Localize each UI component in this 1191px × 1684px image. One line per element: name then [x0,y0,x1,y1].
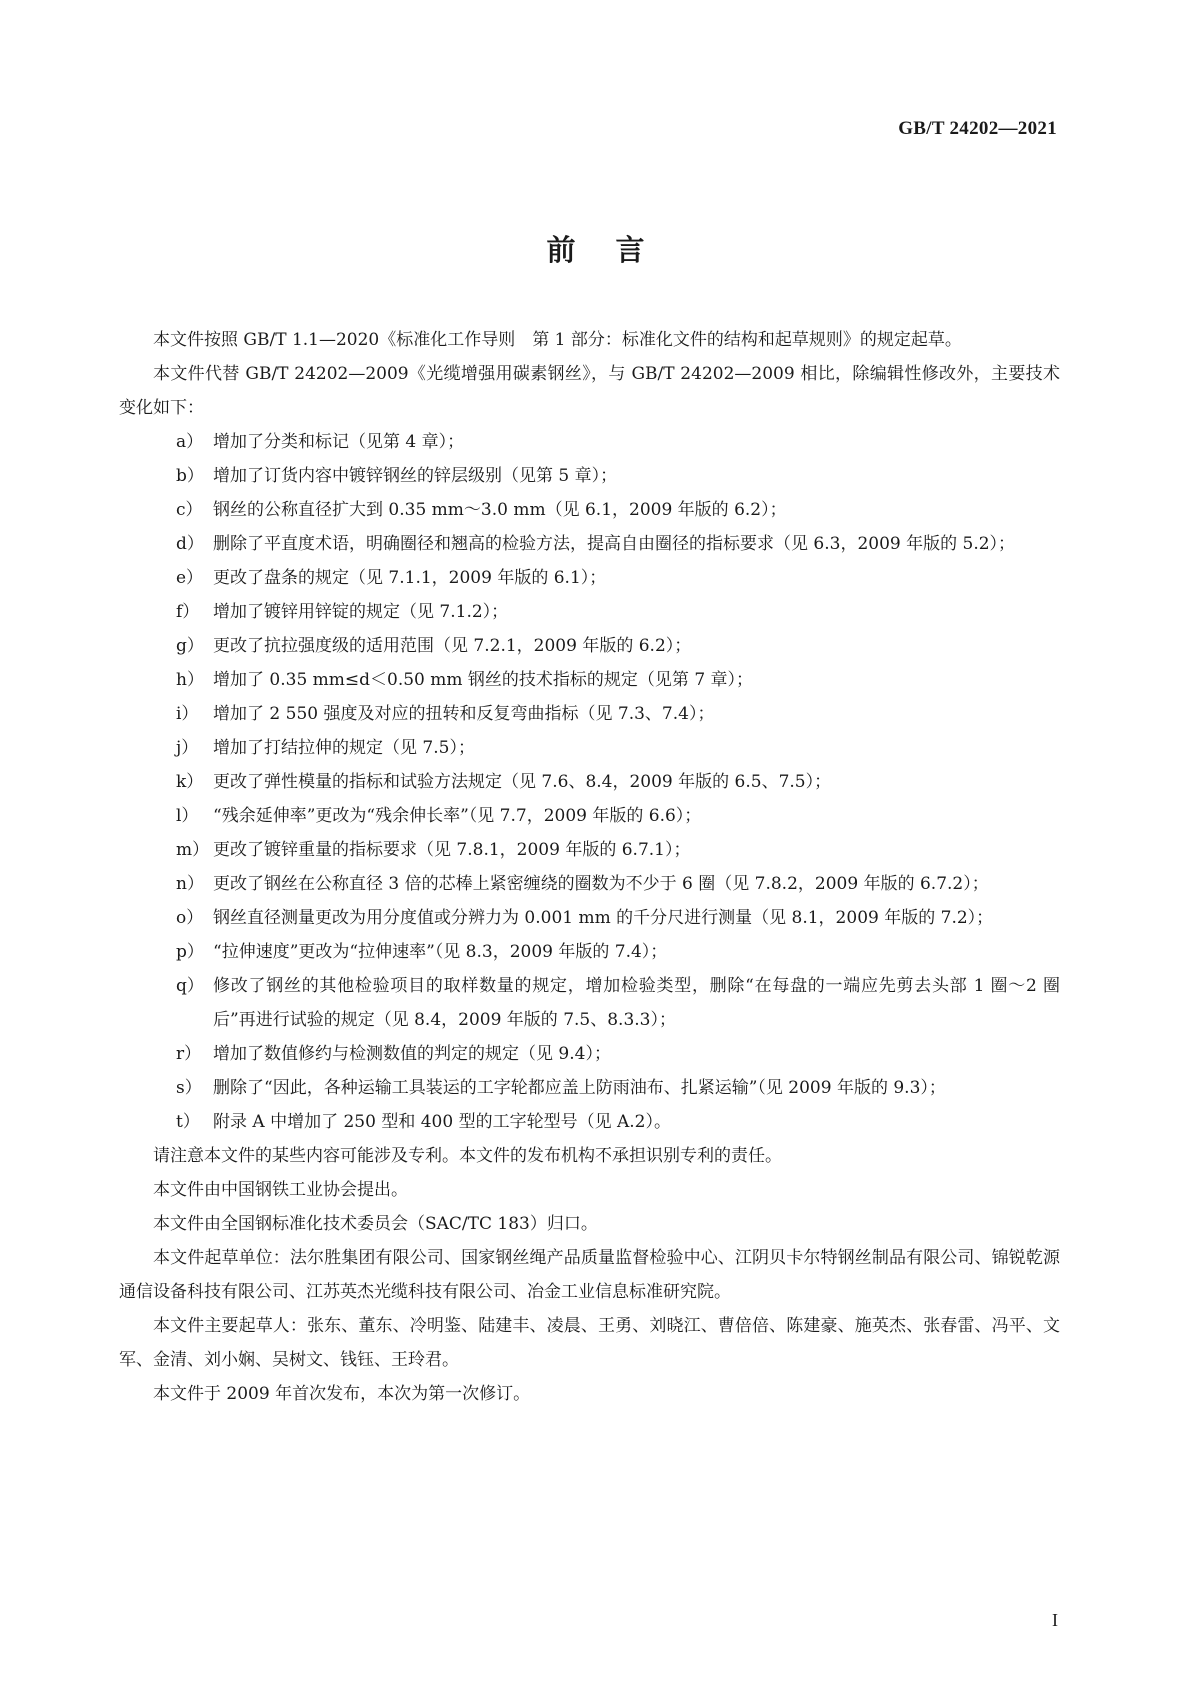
page-number: I [1052,1610,1058,1630]
change-item [119,561,1060,595]
intro-paragraph: 本文件按照 GB/T 1.1—2020《标准化工作导则 第 1 部分：标准化文件的结构和起草规则》的规定起草。 [153,330,962,350]
change-item [119,425,1060,459]
list-marker: d） [176,534,204,554]
list-item-text: 增加了打结拉伸的规定（见 7.5）； [213,738,475,758]
change-item [119,935,1060,969]
list-marker: b） [176,466,204,486]
closing-paragraph: 请注意本文件的某些内容可能涉及专利。本文件的发布机构不承担识别专利的责任。 [153,1146,782,1166]
change-item [119,1037,1060,1071]
intro-paragraph: 本文件代替 GB/T 24202—2009《光缆增强用碳素钢丝》，与 GB/T 24202—2009 相比，除编辑性修改外，主要技术变化如下： [119,364,1060,418]
list-item-text: 附录 A 中增加了 250 型和 400 型的工字轮型号（见 A.2）。 [213,1112,671,1132]
list-marker: o） [176,908,204,928]
list-marker: t） [176,1112,200,1132]
list-item-text: 增加了 0.35 mm≤d＜0.50 mm 钢丝的技术指标的规定（见第 7 章）； [213,670,754,690]
list-item-text: 更改了弹性模量的指标和试验方法规定（见 7.6、8.4，2009 年版的 6.5、7.5）； [213,772,832,792]
change-item [119,459,1060,493]
change-item [119,799,1060,833]
closing-paragraph: 本文件由全国钢标准化技术委员会（SAC/TC 183）归口。 [153,1214,598,1234]
list-item-text: 修改了钢丝的其他检验项目的取样数量的规定，增加检验类型，删除“在每盘的一端应先剪去头部 1 圈～2 圈后”再进行试验的规定（见 8.4，2009 年版的 7.5、8.3.3）； [213,976,1060,1030]
list-marker: r） [176,1044,202,1064]
list-item-text: 增加了分类和标记（见第 4 章）； [213,432,465,452]
list-item-text: “残余延伸率”更改为“残余伸长率”（见 7.7，2009 年版的 6.6）； [213,806,702,826]
closing-paragraph: 本文件主要起草人：张东、董东、冷明鉴、陆建丰、凌晨、王勇、刘晓江、曹倍倍、陈建豪、施英杰、张春雷、冯平、文军、金清、刘小娴、吴树文、钱钰、王玲君。 [119,1316,1060,1370]
document-body [119,323,1060,1411]
list-marker: e） [176,568,204,588]
change-item [119,595,1060,629]
list-marker: p） [176,942,204,962]
list-marker: g） [176,636,204,656]
change-item [119,663,1060,697]
closing-paragraph: 本文件于 2009 年首次发布，本次为第一次修订。 [153,1384,531,1404]
closing-paragraph: 本文件起草单位：法尔胜集团有限公司、国家钢丝绳产品质量监督检验中心、江阴贝卡尔特钢丝制品有限公司、锦锐乾源通信设备科技有限公司、江苏英杰光缆科技有限公司、冶金工业信息标准研究院。 [119,1248,1060,1302]
change-item [119,969,1060,1037]
closing-paragraph: 本文件由中国钢铁工业协会提出。 [153,1180,408,1200]
list-item-text: “拉伸速度”更改为“拉伸速率”（见 8.3，2009 年版的 7.4）； [213,942,668,962]
change-item [119,731,1060,765]
change-item [119,629,1060,663]
list-marker: m） [176,840,210,860]
change-item [119,1071,1060,1105]
list-marker: s） [176,1078,202,1098]
list-marker: l） [176,806,199,826]
change-item [119,867,1060,901]
change-item [119,527,1060,561]
list-marker: k） [176,772,204,792]
change-item [119,765,1060,799]
change-item [119,901,1060,935]
change-item [119,833,1060,867]
list-item-text: 钢丝直径测量更改为用分度值或分辨力为 0.001 mm 的千分尺进行测量（见 8.1，2009 年版的 7.2）； [213,908,994,928]
list-marker: q） [176,976,204,996]
list-marker: c） [176,500,203,520]
list-marker: f） [176,602,200,622]
list-item-text: 更改了抗拉强度级的适用范围（见 7.2.1，2009 年版的 6.2）； [213,636,692,656]
change-item [119,697,1060,731]
list-marker: h） [176,670,204,690]
list-item-text: 删除了平直度术语，明确圈径和翘高的检验方法，提高自由圈径的指标要求（见 6.3，2009 年版的 5.2）； [213,534,1016,554]
list-marker: i） [176,704,199,724]
list-item-text: 更改了盘条的规定（见 7.1.1，2009 年版的 6.1）； [213,568,607,588]
list-item-text: 增加了订货内容中镀锌钢丝的锌层级别（见第 5 章）； [213,466,618,486]
change-item [119,493,1060,527]
list-marker: n） [176,874,204,894]
list-item-text: 增加了镀锌用锌锭的规定（见 7.1.2）； [213,602,509,622]
list-item-text: 增加了 2 550 强度及对应的扭转和反复弯曲指标（见 7.3、7.4）； [213,704,715,724]
list-item-text: 更改了钢丝在公称直径 3 倍的芯棒上紧密缠绕的圈数为不少于 6 圈（见 7.8.2，2009 年版的 6.7.2）； [213,874,989,894]
change-item [119,1105,1060,1139]
list-item-text: 更改了镀锌重量的指标要求（见 7.8.1，2009 年版的 6.7.1）； [213,840,691,860]
page-title: 前言 [546,233,685,267]
list-item-text: 钢丝的公称直径扩大到 0.35 mm～3.0 mm（见 6.1，2009 年版的 6.2）； [213,500,787,520]
list-marker: a） [176,432,204,452]
list-item-text: 增加了数值修约与检测数值的判定的规定（见 9.4）； [213,1044,611,1064]
list-item-text: 删除了“因此，各种运输工具装运的工字轮都应盖上防雨油布、扎紧运输”（见 2009 年版的 9.3）； [213,1078,946,1098]
standard-number: GB/T 24202—2021 [898,118,1057,139]
list-marker: j） [176,738,199,758]
